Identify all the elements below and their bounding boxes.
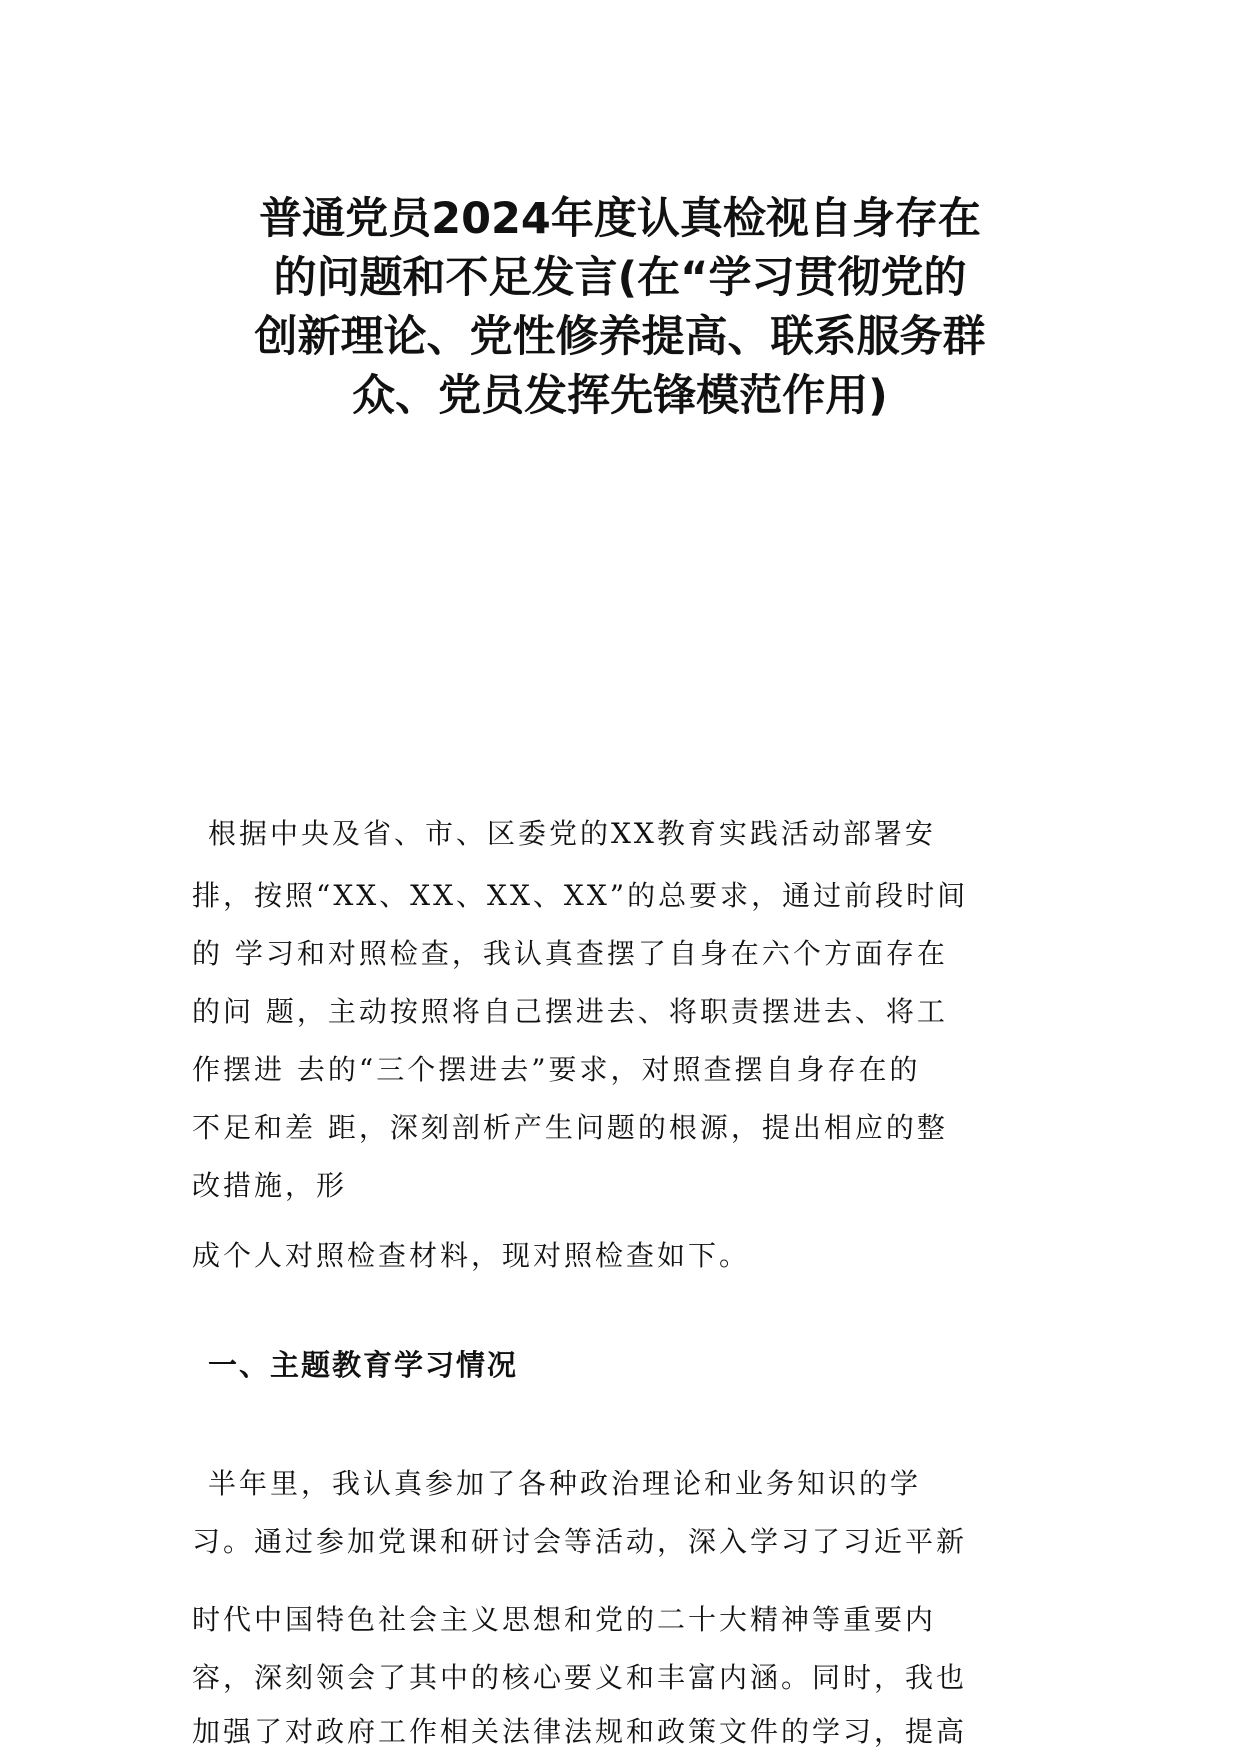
paragraph-line: 容，深刻领会了其中的核心要义和丰富内涵。同时，我也 bbox=[192, 1661, 968, 1694]
title-line: 的问题和不足发言(在“学习贯彻党的 bbox=[273, 253, 967, 303]
paragraph-line: 的 学习和对照检查，我认真查摆了自身在六个方面存在 bbox=[192, 937, 948, 970]
title-line: 众、党员发挥先锋模范作用) bbox=[352, 371, 888, 421]
document-title bbox=[180, 190, 1060, 426]
paragraph-line: 不足和差 距，深刻剖析产生问题的根源，提出相应的整 bbox=[192, 1111, 948, 1144]
paragraph-line: 时代中国特色社会主义思想和党的二十大精神等重要内 bbox=[192, 1603, 937, 1636]
paragraph-line: 作摆进 去的“三个摆进去”要求，对照查摆自身存在的 bbox=[192, 1053, 921, 1086]
paragraph-line: 加强了对政府工作相关法律法规和政策文件的学习，提高 bbox=[192, 1715, 968, 1748]
paragraph-line: 改措施，形 bbox=[192, 1169, 348, 1202]
title-line: 普通党员2024年度认真检视自身存在 bbox=[259, 194, 981, 244]
paragraph-line: 半年里，我认真参加了各种政治理论和业务知识的学 bbox=[208, 1467, 922, 1500]
paragraph-line: 根据中央及省、市、区委党的XX教育实践活动部署安 bbox=[208, 817, 936, 850]
paragraph-line: 成个人对照检查材料，现对照检查如下。 bbox=[192, 1239, 751, 1272]
paragraph-line: 习。通过参加党课和研讨会等活动，深入学习了习近平新 bbox=[192, 1525, 968, 1558]
title-line: 创新理论、党性修养提高、联系服务群 bbox=[254, 312, 986, 362]
section-heading: 一、主题教育学习情况 bbox=[208, 1348, 519, 1382]
paragraph-line: 排，按照“XX、XX、XX、XX”的总要求，通过前段时间 bbox=[192, 879, 969, 912]
paragraph-line: 的问 题，主动按照将自己摆进去、将职责摆进去、将工 bbox=[192, 995, 948, 1028]
